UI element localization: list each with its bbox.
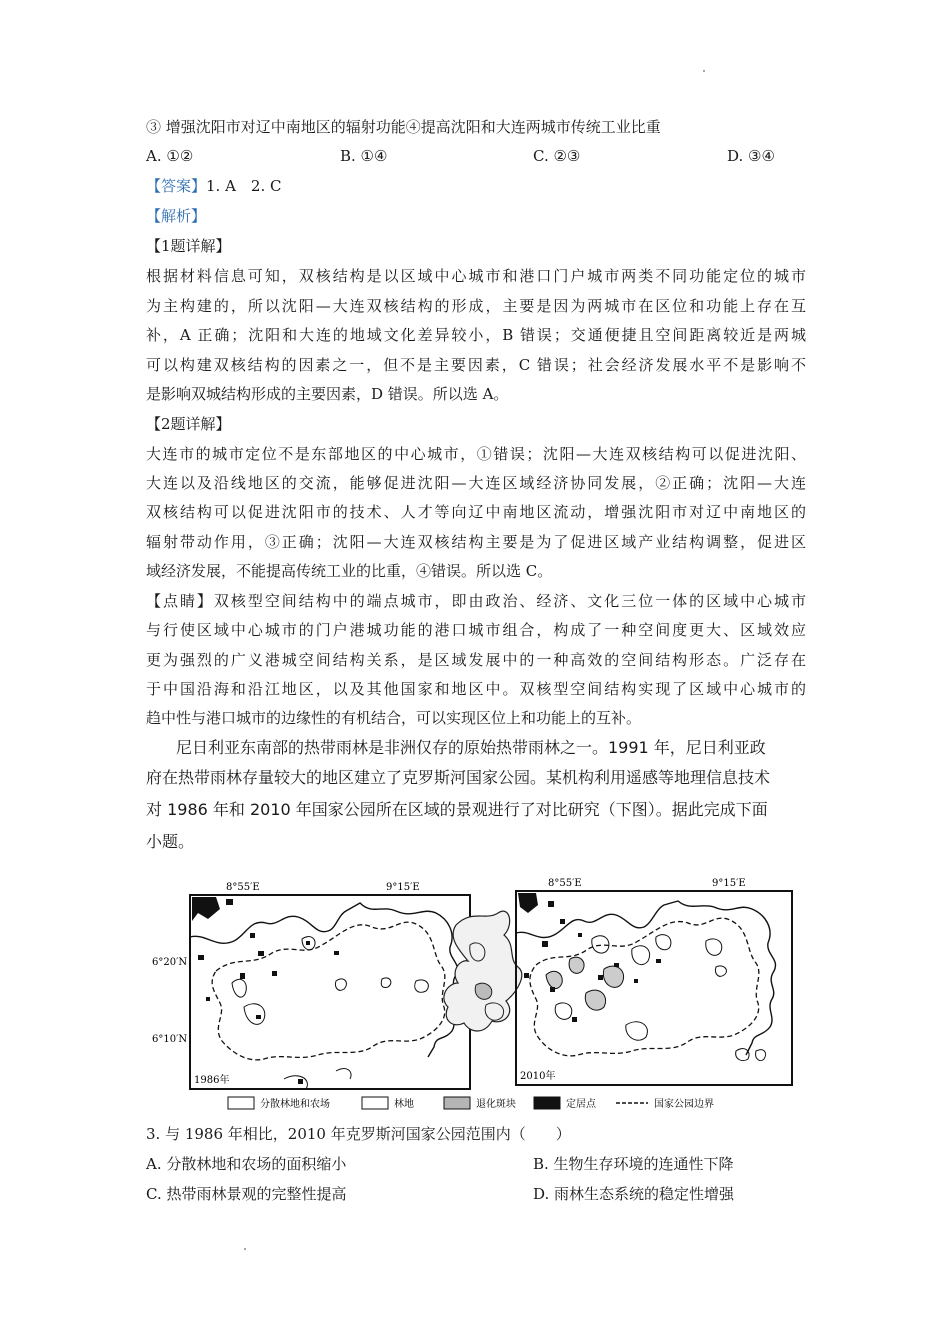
landscape-comparison-figure <box>152 875 796 1115</box>
option-d: D. ③④ <box>727 147 775 165</box>
question-stem-tail: ③ 增强沈阳市对辽中南地区的辐射功能④提高沈阳和大连两城市传统工业比重 <box>146 118 661 136</box>
detail2-line: 辐射带动作用，③正确；沈阳—大连双核结构主要是为了促进区域产业结构调整，促进区 <box>146 533 806 551</box>
passage-line: 对 1986 年和 2010 年国家公园所在区域的景观进行了对比研究（下图）。据此完成下面 <box>146 800 768 819</box>
lon-label: 8°55′E <box>548 878 582 889</box>
passage-line: 府在热带雨林存量较大的地区建立了克罗斯河国家公园。某机构利用遥感等地理信息技术 <box>146 768 771 787</box>
legend-label: 定居点 <box>566 1099 596 1110</box>
scan-speck <box>244 1248 246 1250</box>
figure-svg <box>152 875 796 1115</box>
q3-option-b: B. 生物生存环境的连通性下降 <box>533 1155 734 1173</box>
passage-line: 尼日利亚东南部的热带雨林是非洲仅存的原始热带雨林之一。1991 年，尼日利亚政 <box>176 738 766 757</box>
analysis-tag: 【解析】 <box>146 207 207 225</box>
lon-label: 9°15′E <box>712 878 746 889</box>
detail1-line: 为主构建的，所以沈阳—大连双核结构的形成，主要是因为两城市在区位和功能上存在互 <box>146 297 806 315</box>
map-overlap <box>444 911 522 1031</box>
detail2-line: 大连以及沿线地区的交流，能够促进沈阳—大连区域经济协同发展，②正确；沈阳—大连 <box>146 474 806 492</box>
legend-label: 退化斑块 <box>476 1099 516 1110</box>
lat-label: 6°20′N <box>152 957 188 968</box>
lat-label: 6°10′N <box>152 1034 188 1045</box>
detail1-line: 补，A 正确；沈阳和大连的地域文化差异较小，B 错误；交通便捷且空间距离较近是两城 <box>146 326 806 344</box>
detail2-line: 大连市的城市定位不是东部地区的中心城市，①错误；沈阳—大连双核结构可以促进沈阳、 <box>146 445 806 463</box>
q3-option-c: C. 热带雨林景观的完整性提高 <box>146 1185 347 1203</box>
q3-option-a: A. 分散林地和农场的面积缩小 <box>146 1155 347 1173</box>
answer-row <box>146 176 282 196</box>
detail1-line: 是影响双城结构形成的主要因素，D 错误。所以选 A。 <box>146 385 509 403</box>
q3-stem: 3. 与 1986 年相比，2010 年克罗斯河国家公园范围内（ ） <box>146 1125 571 1143</box>
detail1-line: 根据材料信息可知，双核结构是以区域中心城市和港口门户城市两类不同功能定位的城市 <box>146 267 806 285</box>
answer-tag: 【答案】 <box>146 177 207 195</box>
year-label: 1986年 <box>194 1075 230 1086</box>
point-line: 于中国沿海和沿江地区，以及其他国家和地区中。双核型空间结构实现了区域中心城市的 <box>146 680 806 698</box>
legend-label: 分散林地和农场 <box>260 1099 330 1110</box>
legend-label: 国家公园边界 <box>654 1099 714 1110</box>
year-label: 2010年 <box>520 1071 556 1082</box>
detail2-line: 双核结构可以促进沈阳市的技术、人才等向辽中南地区流动，增强沈阳市对辽中南地区的 <box>146 503 806 521</box>
option-c: C. ②③ <box>533 147 581 165</box>
passage-line: 小题。 <box>146 832 195 851</box>
option-a: A. ①② <box>146 147 194 165</box>
point-line: 更为强烈的广义港城空间结构关系，是区域发展中的一种高效的空间结构形态。广泛存在 <box>146 651 806 669</box>
figure-legend <box>228 1097 714 1110</box>
option-b: B. ①④ <box>340 147 388 165</box>
legend-label: 林地 <box>394 1099 414 1110</box>
analysis-heading <box>146 206 206 226</box>
point-line: 趋中性与港口城市的边缘性的有机结合，可以实现区位上和功能上的互补。 <box>146 709 642 727</box>
point-line: 【点睛】双核型空间结构中的端点城市，即由政治、经济、文化三位一体的区域中心城市 <box>146 592 806 610</box>
q3-option-d: D. 雨林生态系统的稳定性增强 <box>533 1185 735 1203</box>
detail1-heading: 【1题详解】 <box>146 237 231 255</box>
point-tag: 【点睛】 <box>146 592 214 610</box>
detail2-line: 域经济发展，不能提高传统工业的比重，④错误。所以选 C。 <box>146 562 553 580</box>
detail2-heading: 【2题详解】 <box>146 415 231 433</box>
lon-label: 8°55′E <box>226 882 260 893</box>
detail1-line: 可以构建双核结构的因素之一，但不是主要因素，C 错误；社会经济发展水平不是影响不 <box>146 356 806 374</box>
map-1986 <box>152 882 470 1089</box>
answer-text: 1. A 2. C <box>206 177 282 195</box>
lon-label: 9°15′E <box>386 882 420 893</box>
point-line: 与行使区域中心城市的门户港城功能的港口城市组合，构成了一种空间度更大、区域效应 <box>146 621 806 639</box>
map-2010 <box>516 878 792 1085</box>
scan-speck <box>703 70 705 72</box>
